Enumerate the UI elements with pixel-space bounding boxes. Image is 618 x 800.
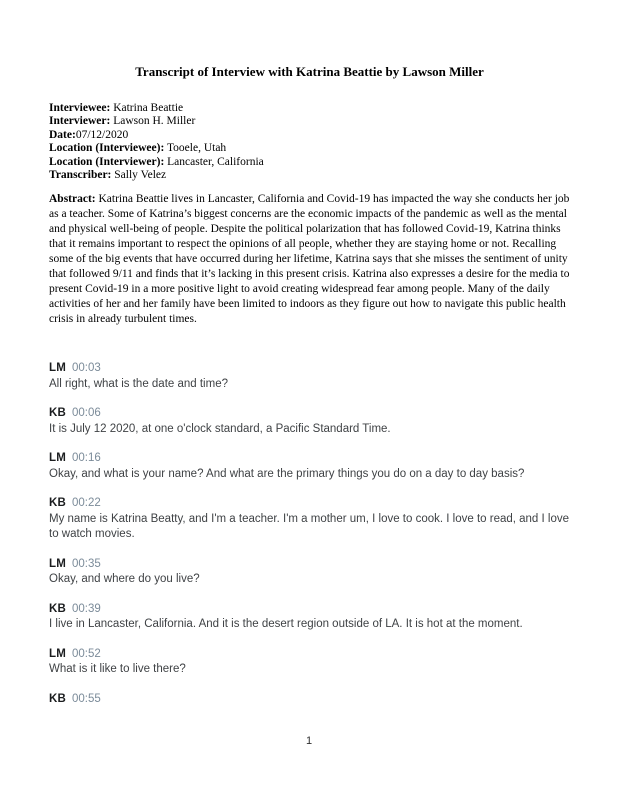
transcript-entry	[49, 451, 570, 482]
speaker-initials: KB	[49, 692, 67, 705]
metadata-row-interviewee	[49, 102, 570, 115]
speaker-initials: LM	[49, 362, 67, 375]
metadata-value: Lancaster, California	[164, 155, 264, 168]
timestamp: 00:39	[72, 602, 101, 615]
timestamp: 00:06	[72, 407, 101, 420]
timestamp: 00:52	[72, 647, 101, 660]
page-content	[49, 0, 570, 721]
timestamp: 00:22	[72, 497, 101, 510]
entry-text: All right, what is the date and time?	[49, 377, 228, 390]
speaker-initials: KB	[49, 497, 67, 510]
transcript-entry	[49, 496, 570, 543]
transcript-dialogue	[49, 361, 570, 707]
transcript-entry	[49, 361, 570, 392]
abstract-label: Abstract:	[49, 193, 96, 206]
transcript-entry	[49, 692, 570, 708]
metadata-row-transcriber	[49, 169, 570, 182]
metadata-value: Lawson H. Miller	[110, 115, 196, 128]
metadata-block	[49, 102, 570, 182]
entry-text: What is it like to live there?	[49, 663, 186, 676]
metadata-label: Location (Interviewee):	[49, 142, 165, 155]
timestamp: 00:35	[72, 557, 101, 570]
entry-header	[49, 647, 570, 663]
timestamp: 00:16	[72, 452, 101, 465]
speaker-initials: LM	[49, 557, 67, 570]
metadata-row-location-interviewee	[49, 142, 570, 155]
metadata-row-location-interviewer	[49, 156, 570, 169]
metadata-row-interviewer	[49, 115, 570, 128]
transcript-entry	[49, 406, 570, 437]
entry-header	[49, 451, 570, 467]
entry-header	[49, 692, 570, 708]
metadata-value: Sally Velez	[111, 169, 167, 182]
entry-text: My name is Katrina Beatty, and I'm a teacher. I'm a mother um, I love to cook. I love to read, and I love to watch movies.	[49, 512, 570, 541]
transcript-entry	[49, 647, 570, 678]
abstract-paragraph	[49, 192, 570, 327]
metadata-label: Location (Interviewer):	[49, 155, 165, 168]
page-number: 1	[305, 735, 313, 747]
entry-header	[49, 406, 570, 422]
transcript-entry	[49, 602, 570, 633]
entry-text: I live in Lancaster, California. And it is the desert region outside of LA. It is hot at the moment.	[49, 618, 523, 631]
speaker-initials: KB	[49, 602, 67, 615]
timestamp: 00:55	[72, 692, 101, 705]
document-title: Transcript of Interview with Katrina Beattie by Lawson Miller	[135, 64, 484, 79]
entry-text: It is July 12 2020, at one o'clock standard, a Pacific Standard Time.	[49, 422, 391, 435]
speaker-initials: KB	[49, 407, 67, 420]
entry-header	[49, 602, 570, 618]
abstract-text: Katrina Beattie lives in Lancaster, California and Covid-19 has impacted the way she conducts her job as a teacher. Some of Katrina’s biggest concerns are the economic impacts of the pandemic as well as the mental and physical well-being of people. Despite the political polarization that has followed Covid-19, Katrina thinks that it remains important to respect the opinions of all people, whether they are staying home or not. Recalling some of the big events that have occurred during her lifetime, Katrina says that she misses the sentiment of unity that followed 9/11 and finds that it’s lacking in this present crisis. Katrina also expresses a desire for the media to present Covid-19 in a more positive light to avoid creating widespread fear among people. Many of the daily activities of her and her family have been limited to indoors as they figure out how to navigate this public health crisis in already turbulent times.	[49, 193, 570, 326]
metadata-label: Date:	[49, 128, 76, 141]
metadata-row-date	[49, 129, 570, 142]
entry-header	[49, 496, 570, 512]
entry-text: Okay, and what is your name? And what are the primary things you do on a day to day basis?	[49, 467, 525, 480]
metadata-label: Transcriber:	[49, 169, 112, 182]
timestamp: 00:03	[72, 362, 101, 375]
metadata-value: Katrina Beattie	[110, 102, 184, 114]
transcript-entry	[49, 557, 570, 588]
entry-text: Okay, and where do you live?	[49, 573, 200, 586]
speaker-initials: LM	[49, 452, 67, 465]
speaker-initials: LM	[49, 647, 67, 660]
metadata-value: 07/12/2020	[75, 128, 129, 141]
metadata-value: Tooele, Utah	[164, 142, 227, 155]
metadata-label: Interviewer:	[49, 115, 111, 128]
entry-header	[49, 557, 570, 573]
entry-header	[49, 361, 570, 377]
metadata-label: Interviewee:	[49, 102, 111, 114]
